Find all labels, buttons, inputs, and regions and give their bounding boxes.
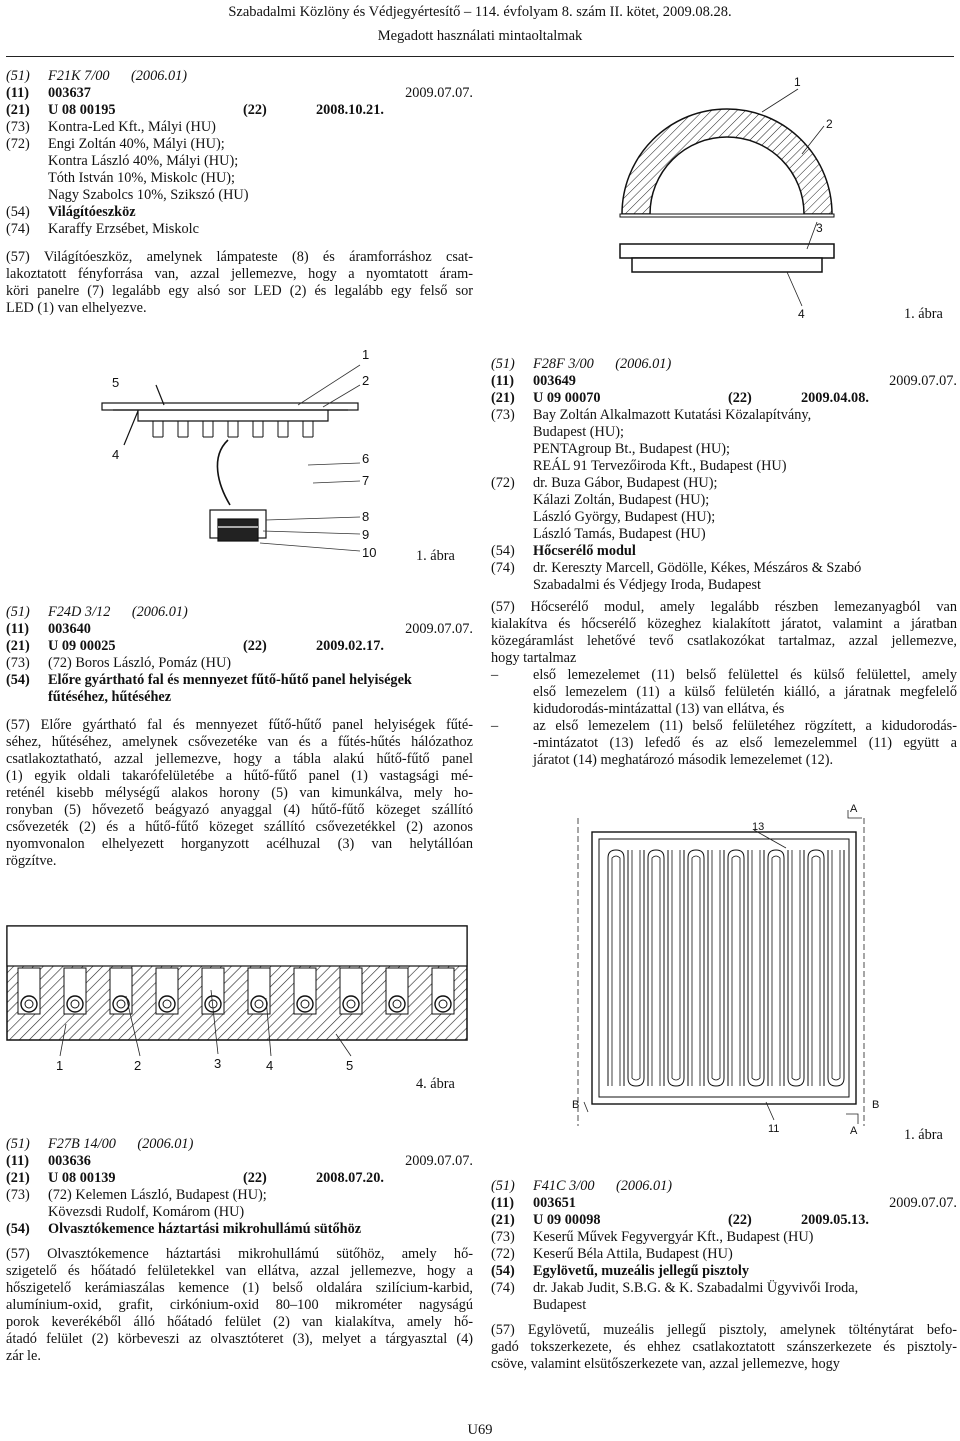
owner: REÁL 91 Tervezőiroda Kft., Budapest (HU) — [533, 458, 787, 474]
reg-date: 2009.07.07. — [889, 373, 957, 389]
abstract-line: ronyban (5) hővezető beágyazó anyaggal (4) hűtő-fűtő közeget szállító — [6, 802, 473, 818]
code-51: (51) — [6, 1136, 30, 1152]
list-line: az első lemezelem (11) belső felületéhez rögzített, a kidudorodás- — [533, 718, 957, 734]
entry-f28f — [491, 356, 957, 769]
ipc-class: F28F 3/00 — [533, 356, 594, 372]
inventor: Kontra László 40%, Mályi (HU); — [48, 153, 239, 169]
code-54: (54) — [6, 1221, 30, 1237]
abstract-line: séhez, hűtéséhez, amelynek csővezetéke van és a fűtés-hűtés hálózathoz — [6, 734, 473, 750]
reg-date: 2009.07.07. — [405, 1153, 473, 1169]
code-54: (54) — [491, 1263, 515, 1279]
patent-title: Világítóeszköz — [48, 204, 136, 220]
fig-label: 4 — [798, 307, 805, 321]
app-number: U 08 00139 — [48, 1170, 116, 1186]
fig-label: 3 — [214, 1056, 222, 1071]
code-22: (22) — [728, 390, 752, 406]
ipc-class: F24D 3/12 — [48, 604, 111, 620]
owner: Budapest (HU); — [533, 424, 624, 440]
list-line: -mintázatot (13) lefedő és az első lemezelemmel (11) együtt a — [533, 735, 957, 751]
fig-label: A — [850, 803, 858, 815]
list-line: első lemezelem (11) a külső felületén kiálló, a járatnak megfelelő — [533, 684, 957, 700]
fig-label: B — [872, 1099, 880, 1111]
inventor: Nagy Szabolcs 10%, Szikszó (HU) — [48, 187, 249, 203]
owner: Kövezsdi Rudolf, Komárom (HU) — [48, 1204, 245, 1220]
app-date: 2008.10.21. — [316, 102, 384, 118]
entry-f24d — [6, 604, 473, 870]
fig-label: 4 — [266, 1058, 274, 1073]
agent: Szabadalmi és Védjegy Iroda, Budapest — [533, 577, 762, 593]
ipc-version: (2006.01) — [131, 68, 188, 84]
code-51: (51) — [6, 604, 30, 620]
pipe-circle — [159, 996, 175, 1012]
list-item — [491, 667, 957, 718]
code-11: (11) — [6, 621, 30, 637]
header-rule — [6, 56, 954, 57]
code-21: (21) — [6, 102, 30, 118]
code-11: (11) — [491, 1195, 515, 1211]
fig-label: A — [850, 1125, 858, 1137]
code-22: (22) — [243, 1170, 267, 1186]
abstract-line: köri panelre (7) legalább egy alsó sor LED (2) és legalább egy felső sor — [6, 283, 473, 299]
code-21: (21) — [491, 390, 515, 406]
figure-caption: 1. ábra — [416, 548, 455, 564]
code-73: (73) — [6, 655, 30, 671]
inventor: László György, Budapest (HU); — [533, 509, 716, 525]
entry-f27b — [6, 1136, 473, 1365]
code-22: (22) — [243, 102, 267, 118]
agent: Budapest — [533, 1297, 587, 1313]
owner: Kontra-Led Kft., Mályi (HU) — [48, 119, 216, 135]
entry-f21k — [6, 68, 473, 317]
reg-number: 003649 — [533, 373, 576, 389]
agent: dr. Kereszty Marcell, Gödölle, Kékes, Mészáros & Szabó — [533, 560, 862, 576]
ipc-class: F21K 7/00 — [48, 68, 110, 84]
fig-label: 4 — [112, 447, 120, 462]
code-11: (11) — [6, 1153, 30, 1169]
inventor: László Tamás, Budapest (HU) — [533, 526, 706, 542]
abstract-line: porok keverékéből álló hőátadó felület (2) van kialakítva, amely hő- — [6, 1314, 473, 1330]
code-73: (73) — [6, 1187, 30, 1203]
ipc-version: (2006.01) — [137, 1136, 194, 1152]
reg-number: 003637 — [48, 85, 91, 101]
code-51: (51) — [491, 356, 515, 372]
fig-label: 2 — [826, 117, 833, 131]
heat-exchanger-figure — [566, 802, 900, 1142]
abstract-line: csöve, valamint elsütőszerkezete van, azzal jellemezve, hogy — [491, 1356, 840, 1372]
fig-label: 11 — [768, 1123, 780, 1135]
owner: PENTAgroup Bt., Budapest (HU); — [533, 441, 731, 457]
pipe-circle — [21, 996, 37, 1012]
code-21: (21) — [6, 638, 30, 654]
patent-title: Előre gyártható fal és mennyezet fűtő-hűtő panel helyiségek — [48, 672, 412, 688]
app-date: 2009.04.08. — [801, 390, 869, 406]
abstract-line: (57) Egylövetű, muzeális jellegű pisztoly, amelynek tölténytárat befo- — [491, 1322, 957, 1338]
fig-label: 2 — [362, 373, 370, 388]
code-22: (22) — [728, 1212, 752, 1228]
abstract-line: szigetelő és hőátadó felületekkel van ellátva, azzal jellemezve, hogy a — [6, 1263, 473, 1279]
ipc-class: F41C 3/00 — [533, 1178, 595, 1194]
ipc-version: (2006.01) — [615, 356, 672, 372]
abstract-line: csővezeték (2) és a hűtő-fűtő közeget szállító csővezetékkel (2) azonos — [6, 819, 473, 835]
abstract-line: rögzítve. — [6, 853, 57, 869]
fig-label: 5 — [346, 1058, 354, 1073]
pipe-circle — [389, 996, 405, 1012]
owner: (72) Boros László, Pomáz (HU) — [48, 655, 232, 671]
page-number: U69 — [467, 1422, 493, 1438]
list-item — [491, 718, 957, 769]
app-number: U 09 00025 — [48, 638, 116, 654]
abstract-line: gadó tokszerkezete, és ehhez csatlakoztatott szánszerkezete és pisztoly- — [491, 1339, 957, 1355]
inventor: Engi Zoltán 40%, Mályi (HU); — [48, 136, 225, 152]
fig-label: 9 — [362, 527, 370, 542]
agent: dr. Jakab Judit, S.B.G. & K. Szabadalmi Ügyvivői Iroda, — [533, 1280, 859, 1296]
reg-number: 003640 — [48, 621, 91, 637]
list-dash: – — [491, 667, 499, 683]
fig-label: 6 — [362, 451, 370, 466]
abstract-line: csatlakoztatható, azzal jellemezve, hogy a tábla alakú hűtő-fűtő panel — [6, 751, 473, 767]
pipe-circle — [435, 996, 451, 1012]
abstract-line: (57) Előre gyártható fal és mennyezet fűtő-hűtő panel helyiségek fűté- — [6, 717, 473, 733]
ipc-class: F27B 14/00 — [48, 1136, 116, 1152]
code-54: (54) — [491, 543, 515, 559]
code-51: (51) — [491, 1178, 515, 1194]
code-11: (11) — [491, 373, 515, 389]
pipe-circle — [297, 996, 313, 1012]
patent-title: fűtéséhez, hűtéséhez — [48, 689, 172, 705]
reg-date: 2009.07.07. — [405, 621, 473, 637]
fig-label: 13 — [752, 821, 765, 833]
reg-date: 2009.07.07. — [405, 85, 473, 101]
code-74: (74) — [491, 560, 515, 576]
fig-label: 2 — [134, 1058, 142, 1073]
abstract-line: (57) Olvasztókemence háztartási mikrohullámú sütőhöz, amely hő- — [6, 1246, 473, 1262]
patent-title: Egylövetű, muzeális jellegű pisztoly — [533, 1263, 750, 1279]
abstract-line: zár le. — [6, 1348, 41, 1364]
app-number: U 09 00098 — [533, 1212, 601, 1228]
code-51: (51) — [6, 68, 30, 84]
reg-date: 2009.07.07. — [889, 1195, 957, 1211]
reg-number: 003651 — [533, 1195, 576, 1211]
fig-label: 7 — [362, 473, 370, 488]
code-74: (74) — [6, 221, 30, 237]
pipe-circle — [67, 996, 83, 1012]
inventor: dr. Buza Gábor, Budapest (HU); — [533, 475, 718, 491]
code-73: (73) — [491, 1229, 515, 1245]
fig-label: 10 — [362, 545, 377, 560]
patent-title: Olvasztókemence háztartási mikrohullámú sütőhöz — [48, 1221, 362, 1237]
abstract-line: LED (1) van elhelyezve. — [6, 300, 147, 316]
lamp-figure — [98, 345, 398, 560]
code-72: (72) — [491, 475, 515, 491]
list-line: járatot (14) meghatározó második lemezelemet (12). — [533, 752, 834, 768]
reg-number: 003636 — [48, 1153, 91, 1169]
code-72: (72) — [6, 136, 30, 152]
app-number: U 08 00195 — [48, 102, 116, 118]
owner: (72) Kelemen László, Budapest (HU); — [48, 1187, 267, 1203]
owner: Bay Zoltán Alkalmazott Kutatási Közalapítvány, — [533, 407, 812, 423]
code-72: (72) — [491, 1246, 515, 1262]
code-21: (21) — [491, 1212, 515, 1228]
code-54: (54) — [6, 672, 30, 688]
figure-caption: 4. ábra — [416, 1076, 455, 1092]
abstract-line: reténél kisebb mélységű alakos horony (5) van kimunkálva, mely ho- — [6, 785, 473, 801]
pipe-circle — [251, 996, 267, 1012]
abstract-line: (57) Világítóeszköz, amelynek lámpateste (8) és áramforráshoz csat- — [6, 249, 473, 265]
patent-title: Hőcserélő modul — [533, 543, 636, 559]
panel-figure — [6, 924, 468, 1074]
code-73: (73) — [6, 119, 30, 135]
code-54: (54) — [6, 204, 30, 220]
code-73: (73) — [491, 407, 515, 423]
abstract-line: (1) egyik oldali takarófelületébe a hűtő-fűtő panel (1) vastagsági mé- — [6, 768, 473, 784]
code-11: (11) — [6, 85, 30, 101]
list-line: első lemezelemet (11) belső felülettel és külső felülettel, amely — [533, 667, 957, 683]
figure-caption: 1. ábra — [904, 1127, 943, 1143]
app-date: 2008.07.20. — [316, 1170, 384, 1186]
agent: Karaffy Erzsébet, Miskolc — [48, 221, 199, 237]
fig-label: 8 — [362, 509, 370, 524]
inventor: Kálazi Zoltán, Budapest (HU); — [533, 492, 710, 508]
inventor: Keserű Béla Attila, Budapest (HU) — [533, 1246, 733, 1262]
fig-label: 1 — [56, 1058, 64, 1073]
abstract-line: hőszigetelő kerámiaszálas kemence (1) belső oldalára szilícium-karbid, — [6, 1280, 473, 1296]
abstract-line: (57) Hőcserélő modul, amely legalább részben lemezanyagból van — [491, 599, 957, 615]
inventor: Tóth István 10%, Miskolc (HU); — [48, 170, 236, 186]
journal-header: Szabadalmi Közlöny és Védjegyértesítő – 114. évfolyam 8. szám II. kötet, 2009.08.28. — [228, 4, 732, 20]
ipc-version: (2006.01) — [131, 604, 188, 620]
pipe-circle — [343, 996, 359, 1012]
ipc-version: (2006.01) — [616, 1178, 673, 1194]
abstract-line: nyomvonalon elhelyezett horganyzott acélhuzal (3) van helytállóan — [6, 836, 473, 852]
fig-label: B — [572, 1099, 580, 1111]
abstract-line: lakoztatott fényforrása van, azzal jellemezve, hogy a nyomtatott áram- — [6, 266, 473, 282]
fig-label: 1 — [362, 347, 370, 362]
abstract-line: hogy tartalmaz — [491, 650, 577, 666]
abstract-line: közegáramlást lehetővé tevő csatlakozókat tartalmaz, azzal jellemezve, — [491, 633, 957, 649]
section-title: Megadott használati mintaoltalmak — [377, 28, 583, 44]
code-74: (74) — [491, 1280, 515, 1296]
app-date: 2009.05.13. — [801, 1212, 869, 1228]
abstract-line: alumínium-oxid, grafit, cirkónium-oxid 80–100 mikrométer nagyságú — [6, 1297, 473, 1313]
ring-figure — [612, 74, 842, 324]
fig-label: 3 — [816, 221, 823, 235]
code-22: (22) — [243, 638, 267, 654]
figure-caption: 1. ábra — [904, 306, 943, 322]
app-date: 2009.02.17. — [316, 638, 384, 654]
fig-label: 5 — [112, 375, 120, 390]
fig-label: 1 — [794, 75, 801, 89]
entry-f41c — [491, 1178, 957, 1373]
owner: Keserű Művek Fegyvergyár Kft., Budapest (HU) — [533, 1229, 814, 1245]
list-line: kidudorodás-mintázattal (13) van ellátva, és — [533, 701, 785, 717]
code-21: (21) — [6, 1170, 30, 1186]
app-number: U 09 00070 — [533, 390, 601, 406]
list-dash: – — [491, 718, 499, 734]
abstract-line: átadó felület (2) körbeveszi az olvasztóteret (3), melyet a tárgyasztal (4) — [6, 1331, 473, 1347]
abstract-line: kialakítva és hőcserélő közeghez kialakított járatot, valamint a járatban — [491, 616, 957, 632]
